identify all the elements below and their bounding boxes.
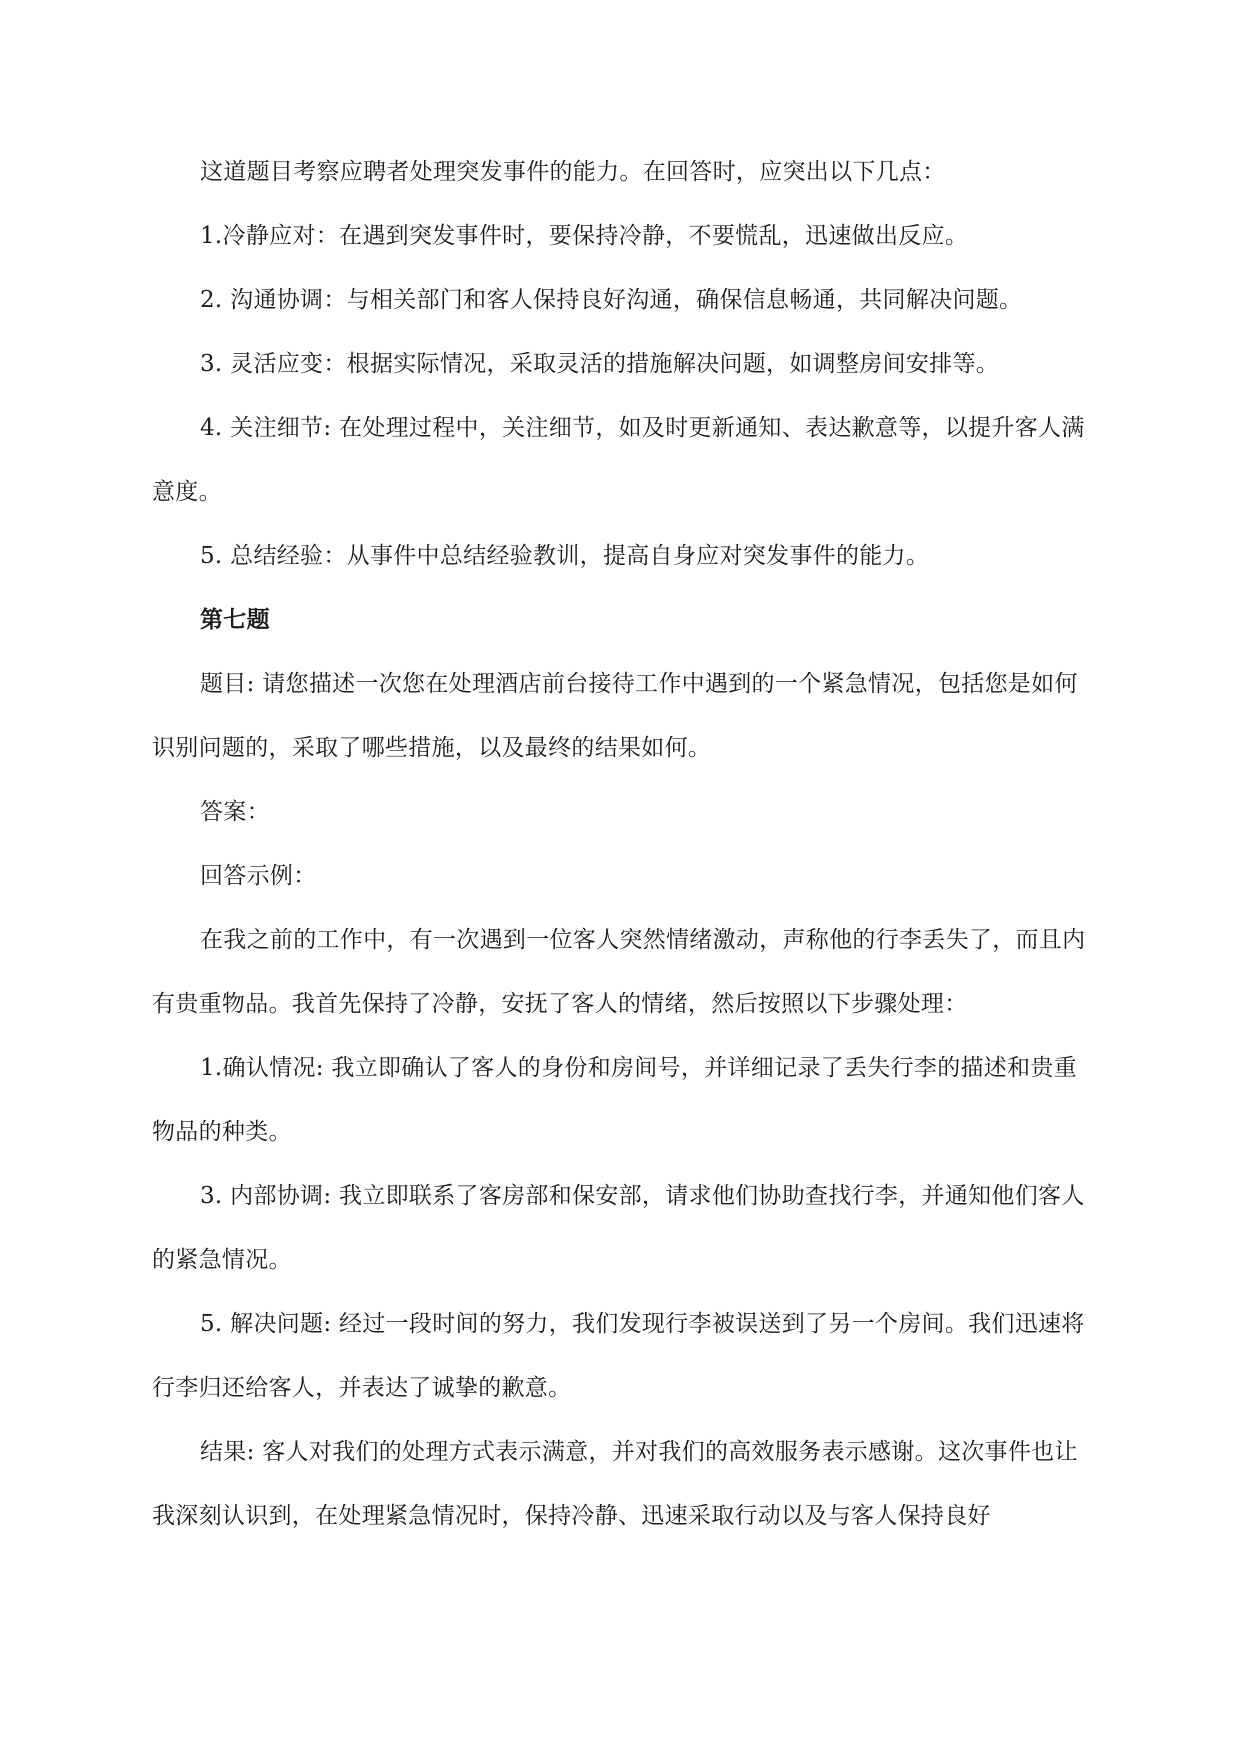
point-3-flexibility: 3. 灵活应变：根据实际情况，采取灵活的措施解决问题，如调整房间安排等。 <box>200 351 1000 377</box>
intro-paragraph: 这道题目考察应聘者处理突发事件的能力。在回答时，应突出以下几点： <box>200 159 946 185</box>
example-intro-paragraph: 在我之前的工作中，有一次遇到一位客人突然情绪激动，声称他的行李丢失了，而且内有贵重物品。我首先保持了冷静，安抚了客人的情绪，然后按照以下步骤处理： <box>152 927 1086 1017</box>
point-1-calm-response: 1.冷静应对：在遇到突发事件时，要保持冷静，不要慌乱，迅速做出反应。 <box>200 223 969 249</box>
point-2-communication: 2. 沟通协调：与相关部门和客人保持良好沟通，确保信息畅通，共同解决问题。 <box>200 287 1023 313</box>
question-paragraph: 题目: 请您描述一次您在处理酒店前台接待工作中遇到的一个紧急情况，包括您是如何识别问题的，采取了哪些措施，以及最终的结果如何。 <box>152 671 1078 761</box>
result-paragraph: 结果: 客人对我们的处理方式表示满意，并对我们的高效服务表示感谢。这次事件也让我深刻认识到，在处理紧急情况时，保持冷静、迅速采取行动以及与客人保持良好 <box>152 1439 1078 1529</box>
point-4-details: 4. 关注细节: 在处理过程中，关注细节，如及时更新通知、表达歉意等，以提升客人满意度。 <box>152 415 1085 505</box>
step-3-coordinate: 3. 内部协调: 我立即联系了客房部和保安部，请求他们协助查找行李，并通知他们客人的紧急情况。 <box>152 1183 1085 1273</box>
point-5-summary: 5. 总结经验：从事件中总结经验教训，提高自身应对突发事件的能力。 <box>200 543 930 569</box>
section-heading: 第七题 <box>200 607 270 633</box>
answer-label: 答案： <box>200 799 270 825</box>
document-body <box>152 140 1092 1548</box>
step-1-confirm: 1.确认情况: 我立即确认了客人的身份和房间号，并详细记录了丢失行李的描述和贵重物品的种类。 <box>152 1055 1078 1145</box>
example-label: 回答示例： <box>200 863 317 889</box>
step-5-resolve: 5. 解决问题: 经过一段时间的努力，我们发现行李被误送到了另一个房间。我们迅速将行李归还给客人，并表达了诚挚的歉意。 <box>152 1311 1085 1401</box>
